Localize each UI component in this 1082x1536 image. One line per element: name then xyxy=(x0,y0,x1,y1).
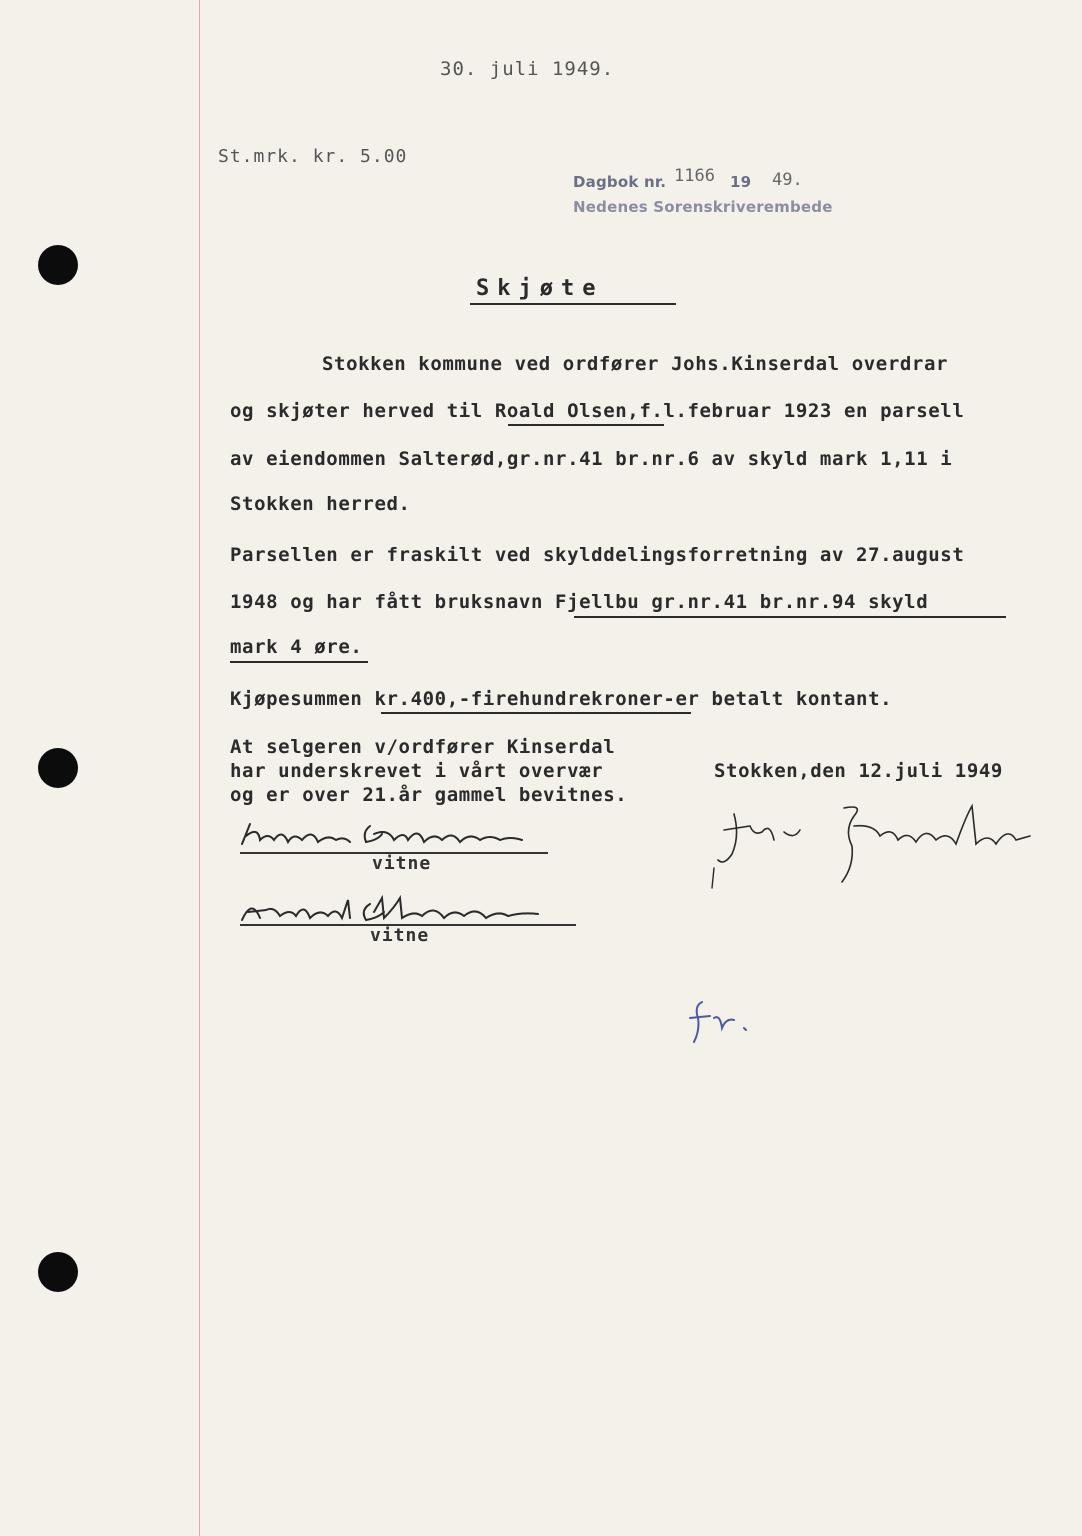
attestation-line-1: At selgeren v/ordfører Kinserdal xyxy=(230,736,616,758)
body-line-6: 1948 og har fått bruksnavn Fjellbu gr.nr.41 br.nr.94 skyld xyxy=(230,591,929,613)
body-line-3: av eiendommen Salterød,gr.nr.41 br.nr.6 av skyld mark 1,11 i xyxy=(230,448,953,470)
registry-stamp-year-prefix: 19 xyxy=(730,173,752,191)
underline-price xyxy=(381,712,691,714)
witness-2-label: vitne xyxy=(370,925,430,946)
underline-buyer-name xyxy=(508,424,664,426)
punch-hole-middle xyxy=(38,748,78,788)
stamp-duty: St.mrk. kr. 5.00 xyxy=(218,146,408,167)
document-title: Skjøte xyxy=(476,276,604,301)
underline-property-name xyxy=(574,616,1006,618)
body-line-5: Parsellen er fraskilt ved skylddelingsforretning av 27.august xyxy=(230,544,965,566)
seller-signature xyxy=(704,796,1044,892)
registry-stamp-label: Dagbok nr. xyxy=(573,173,667,191)
body-line-4: Stokken herred. xyxy=(230,493,411,515)
registry-stamp-number: 1166 xyxy=(674,166,715,186)
date-header: 30. juli 1949. xyxy=(440,58,615,80)
body-line-7: mark 4 øre. xyxy=(230,636,363,658)
margin-line xyxy=(199,0,200,1536)
body-line-8: Kjøpesummen kr.400,-firehundrekroner-er betalt kontant. xyxy=(230,688,893,710)
punch-hole-top xyxy=(38,245,78,285)
title-underline xyxy=(470,303,676,305)
initials-mark xyxy=(684,998,764,1046)
attestation-line-2: har underskrevet i vårt overvær xyxy=(230,760,604,782)
registry-stamp-office: Nedenes Sorenskriverembede xyxy=(573,198,833,216)
attestation-line-3: og er over 21.år gammel bevitnes. xyxy=(230,784,628,806)
body-line-2: og skjøter herved til Roald Olsen,f.l.februar 1923 en parsell xyxy=(230,400,965,422)
punch-hole-bottom xyxy=(38,1252,78,1292)
body-line-1: Stokken kommune ved ordfører Johs.Kinserdal overdrar xyxy=(322,353,949,375)
witness-2-signature xyxy=(238,894,578,928)
registry-stamp-year-suffix: 49. xyxy=(772,170,803,190)
witness-1-label: vitne xyxy=(372,853,432,874)
place-date: Stokken,den 12.juli 1949 xyxy=(714,760,1003,782)
underline-skyld xyxy=(230,661,368,663)
